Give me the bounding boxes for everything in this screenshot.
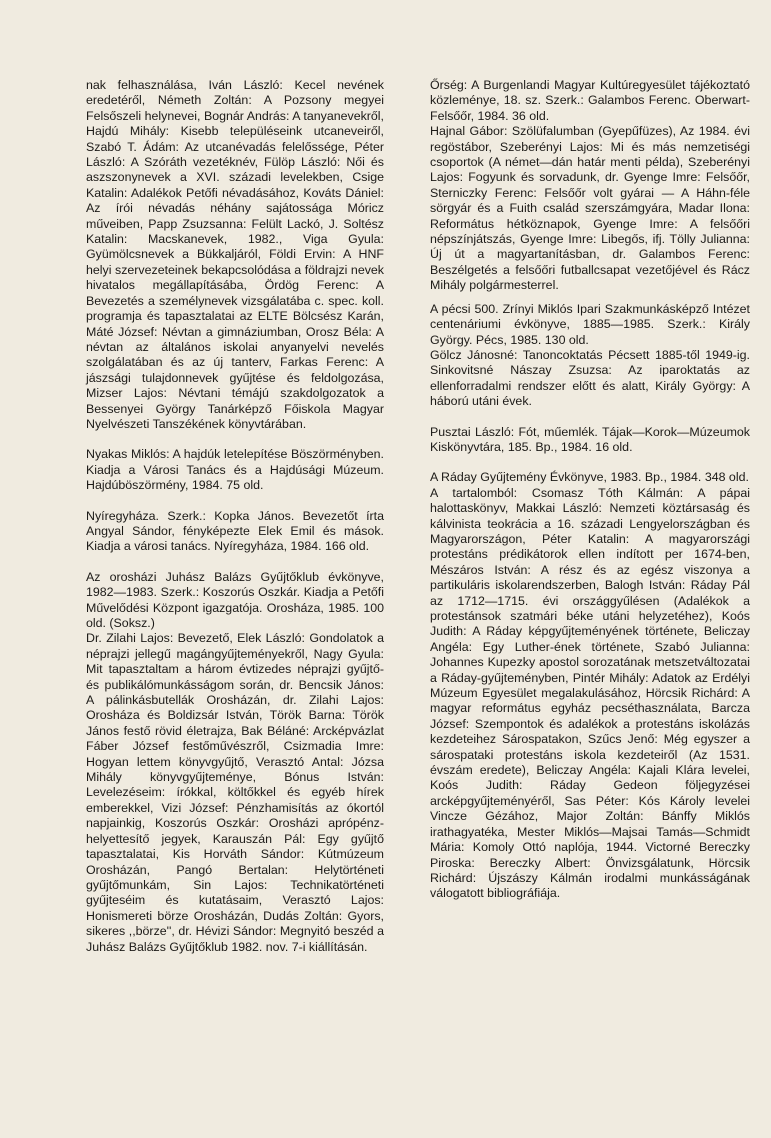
entry-raday-contents: A tartalomból: Csomasz Tóth Kálmán: A pápai halottaskönyv, Makkai László: Nemzeti köztársaság és kálvinista teokrácia a 16. századi Lengyelországban és Magyarországon, Péter Katalin: A magyarországi protestáns prédikátorok ellen indított per 1674-ben, Mészáros István: A rész és az egész viszonya a partikuláris iskolarendszerben, Balogh István: Ráday Pál az 1712—1715. évi országgyűlésen (Adalékok a protestánsok szatmári béke utáni helyzetéhez), Koós Judith: A Ráday képgyűjteményének története, Beliczay Angéla: Egy Luther-ének története, Szabó Julianna: Johannes Kupezky apostol sorozatának metszetváltozatai a Ráday-gyűjteményben, Pintér Mihály: Adatok az Erdélyi Múzeum Egyesület megalakulásához, Hörcsik Richárd: A magyar református egyház pecséthasználata, Barcza József: Szempontok és adalékok a protestáns iskolázás kezdeteihez Sárospatakon, Szűcs Jenő: Még egyszer a sárospataki protestáns iskola kezdeteiről (Az 1531. évszám eredete), Beliczay Angéla: Kajali Klára levelei, Koós Judith: Ráday Gedeon följegyzései arcképgyűjteményéről, Sas Péter: Kós Károly levelei Vincze Gézához, Major Zoltán: Bánffy Miklós irathagyatéka, Mester Miklós—Majsai Tamás—Schmidt Mária: Komoly Ottó naplója, 1944. Victorné Bereczky Piroska: Bereczky Albert: Önvizsgálatunk, Hörcsik Richárd: Újszászy Kálmán irodalmi munkásságának válogatott bibliográfiája. bbox=[430, 485, 750, 901]
left-column bbox=[86, 78, 384, 955]
entry-raday-evkonyv: A Ráday Gyűjtemény Évkönyve, 1983. Bp., 1984. 348 old. bbox=[430, 470, 749, 485]
entry-oroshazi-contents: Dr. Zilahi Lajos: Bevezető, Elek László: Gondolatok a néprajzi jellegű magángyűjteményekről, Nagy Gyula: Mit tapasztaltam a három évtizedes néprajzi gyűjtő- és publikálómunkásságom során, dr. Bencsik János: A pálinkásbutellák Orosházán, dr. Zilahi Lajos: Orosháza és Boldizsár István, Török Barna: Török János festő rövid életrajza, Bak Béláné: Arcképvázlat Fáber József festőművészről, Csizmadia Imre: Hogyan lettem könyvgyűjtő, Verasztó Antal: Józsa Mihály könyvgyűjteménye, Bónus István: Levelezéseim: írókkal, költőkkel és egyéb hírek emberekkel, Vizi József: Pénzhamisítás az ókortól napjainkig, Koszorús Oszkár: Orosházi aprópénz-helyettesítő jegyek, Karauszán Pál: Egy gyűjtő tapasztalatai, Kis Horváth Sándor: Kútmúzeum Orosházán, Pangó Bertalan: Helytörténeti gyűjtőmunkám, Sin Lajos: Technikatörténeti gyűjteséim és kutatásaim, Verasztó Lajos: Honismereti börze Orosházán, Dudás Zoltán: Gyors, sikeres ,,börze'', dr. Hévizi Sándor: Megnyitó beszéd a Juhász Balázs Gyűjtőklub 1982. nov. 7-i kiállításán. bbox=[86, 631, 384, 954]
entry-pecsi-evkonyv: A pécsi 500. Zrínyi Miklós Ipari Szakmunkásképző Intézet centenáriumi évkönyve, 1885—1985. Szerk.: Király György. Pécs, 1985. 130 old. bbox=[430, 301, 750, 347]
entry-orseg-contents: Hajnal Gábor: Szölüfalumban (Gyepűfüzes), Az 1984. évi regöstábor, Szeberényi Lajos: Mi és más nemzetiségi csoportok (A német—dán határ menti példa), Szeberényi Lajos: Fogyunk és sorvadunk, dr. Gyenge Imre: Felsőőr, Sterniczky Ferenc: Felsőőr volt gyárai — A Háhn-féle sörgyár és a Fuith család szerszámgyára, Madar Ilona: Református hétköznapok, Gyenge Imre: A felsőőri népszínjátszás, Gyenge Imre: Libegős, ifj. Tölly Julianna: Új út a magyartanításban, dr. Galambos Ferenc: Beszélgetés a felsőőri futballcsapat vezetőjével és Rácz Mihály polgármesterrel. bbox=[430, 124, 750, 293]
entry-orseg: Őrség: A Burgenlandi Magyar Kultúregyesület tájékoztató közleménye, 18. sz. Szerk.: Galambos Ferenc. Oberwart-Felsőőr, 1984. 36 old. bbox=[430, 78, 750, 123]
entry-pecsi-contents: Gölcz Jánosné: Tanoncoktatás Pécsett 1885-től 1949-ig. Sinkovitsné Nászay Zsuzsa: Az iparoktatás az ellenforradalmi rendszer előtt és alatt, Király György: A háború utáni évek. bbox=[430, 347, 750, 409]
entry-pusztai-laszlo: Pusztai László: Fót, műemlék. Tájak—Korok—Múzeumok Kiskönyvtára, 185. Bp., 1984. 16 old. bbox=[430, 424, 750, 454]
entry-nyakas-miklos: Nyakas Miklós: A hajdúk letelepítése Böszörményben. Kiadja a Városi Tanács és a Hajdúsági Múzeum. Hajdúböszörmény, 1984. 75 old. bbox=[86, 447, 384, 493]
entry-continuation-text: nak felhasználása, Iván László: Kecel nevének eredetéről, Németh Zoltán: A Pozsony megyei Felsőszeli helynevei, Bognár András: A tanyanevekről, Hajdú Mihály: Kisebb településeink utcaneveiről, Szabó T. Ádám: Az utcanévadás felelőssége, Péter László: A Szóráth vezetéknév, Fülöp László: Női és aszszonynevek a XVI. századi levelekben, Csige Katalin: Adalékok Petőfi névadásához, Kováts Dániel: Az írói névadás néhány sajátossága Móricz műveiben, Papp Zsuzsanna: Felült Lackó, J. Soltész Katalin: Macskanevek, 1982., Viga Gyula: Gyümölcsnevek a Bükkaljáról, Földi Ervin: A HNF helyi szervezeteinek bekapcsolódása a földrajzi nevek hivatalos megállapításába, Ördög Ferenc: A Bevezetés a személynevek vizsgálatába c. spec. koll. programja és tapasztalatai az ELTE Bölcsész Karán, Máté József: Névtan a gimnáziumban, Orosz Béla: A névtan az általános iskolai anyanyelvi nevelés szolgálatában és az új tanterv, Farkas Ferenc: A jászsági tulajdonnevek gyűjtése és feldolgozása, Mizser Lajos: Névtani témájú szakdolgozatok a Bessenyei György Tanárképző Főiskola Magyar Nyelvészeti Tanszékének könyvtárában. bbox=[86, 78, 384, 431]
entry-oroshazi-gyujtoklub: Az orosházi Juhász Balázs Gyűjtőklub évkönyve, 1982—1983. Szerk.: Koszorús Oszkár. Kiadja a Petőfi Művelődési Központ igazgatója. Orosháza, 1985. 100 old. (Soksz.) bbox=[86, 569, 384, 630]
entry-nyiregyhaza: Nyíregyháza. Szerk.: Kopka János. Bevezetőt írta Angyal Sándor, fényképezte Elek Emil és mások. Kiadja a városi tanács. Nyíregyháza, 1984. 166 old. bbox=[86, 508, 384, 554]
right-column bbox=[430, 78, 750, 902]
